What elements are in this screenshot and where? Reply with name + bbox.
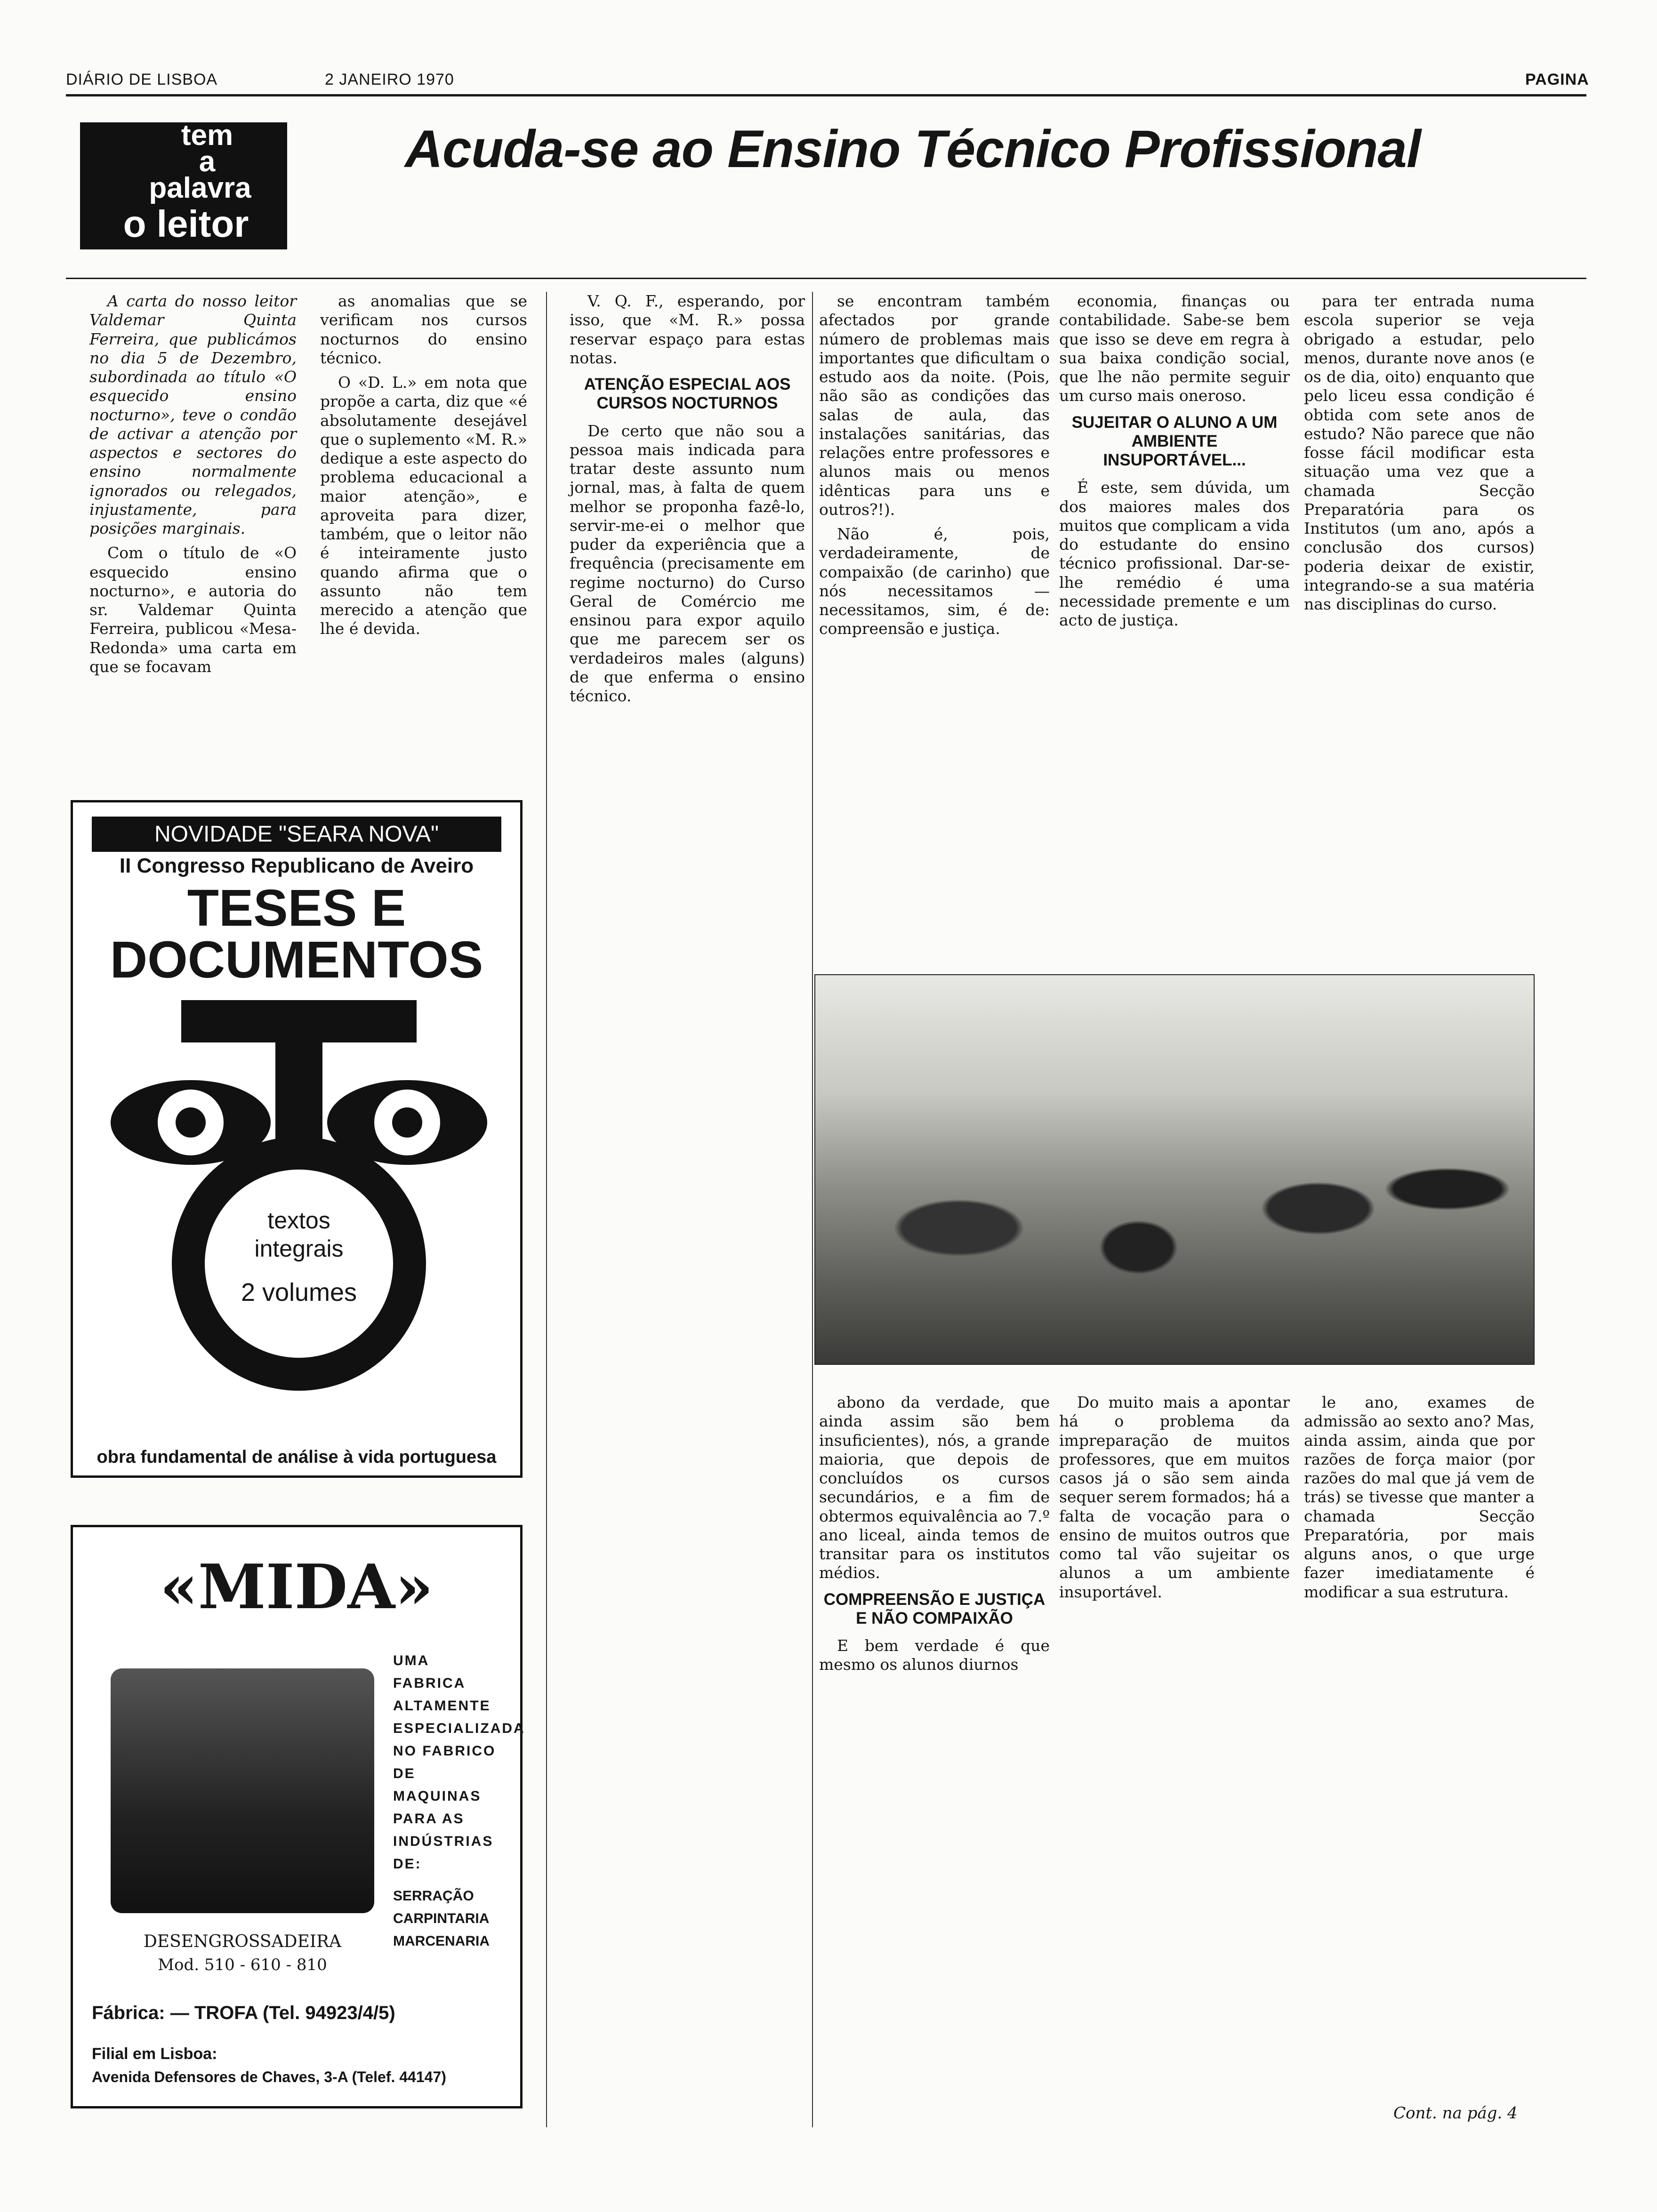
logo-word-a: a — [199, 145, 216, 178]
advert-kicker: NOVIDADE "SEARA NOVA" — [92, 817, 501, 852]
lower-column-1-paragraph: abono da verdade, que ainda assim são bem insuficientes), nós, a grande maioria, que depois de concluídos os cursos secundários, e a fim de obtermos equivalência ao 7.º ano liceal, ainda temos de transitar para os institutos médios. — [819, 1393, 1050, 1582]
advert-subtitle: II Congresso Republicano de Aveiro — [119, 854, 474, 877]
machine-name: DESENGROSSADEIRA — [143, 1932, 342, 1951]
column-5 — [1059, 292, 1290, 974]
industry-item: CARPINTARIA — [393, 1911, 490, 1926]
industry-item: SERRAÇÃO — [393, 1888, 474, 1904]
column-3-paragraph-1: V. Q. F., esperando, por isso, que «M. R.» possa reservar espaço para estas notas. — [570, 292, 805, 367]
column-2-paragraph-1: as anomalias que se verificam nos cursos nocturnos do ensino técnico. — [320, 292, 527, 367]
continued-label: Cont. na pág. 4 — [1393, 2104, 1518, 2123]
advert-title-line-1: TESES E — [187, 879, 406, 937]
headline-rule — [66, 278, 1586, 279]
lower-column-1-paragraph-2: E bem verdade é que mesmo os alunos diurnos — [819, 1636, 1050, 1674]
subheading-compaixao: COMPREENSÃO E JUSTIÇA E NÃO COMPAIXÃO — [823, 1590, 1046, 1627]
lower-column-3 — [1304, 1393, 1535, 2099]
advert-footer: obra fundamental de análise à vida portuguesa — [97, 1447, 497, 1467]
lower-column-2 — [1059, 1393, 1290, 2127]
column-1 — [89, 292, 297, 762]
logo-word-o-leitor: o leitor — [123, 203, 249, 245]
column-2 — [320, 292, 527, 762]
column-4 — [819, 292, 1050, 974]
advert-title-line-2: DOCUMENTOS — [110, 931, 483, 989]
mida-advert — [71, 1525, 523, 2108]
circle-text-3: 2 volumes — [241, 1278, 357, 1306]
column-5-paragraph-2: É este, sem dúvida, um dos maiores males dos muitos que complicam a vida do estudante do ensino técnico profissional. Dar-se-lhe remédio é uma necessidade premente e um acto de justiça. — [1059, 478, 1290, 629]
lower-column-3-paragraph: le ano, exames de admissão ao sexto ano? Mas, ainda assim, ainda que por razões de força maior (por razões do mal que já vem de trás) se tivesse que manter a chamada Secção Preparatória, por mais alguns anos, o que urge fazer imediatamente é modificar a sua estrutura. — [1304, 1393, 1535, 1601]
column-divider — [812, 292, 813, 2127]
column-2-paragraph-2: O «D. L.» em nota que propõe a carta, diz que «é absolutamente desejável que o suplemento «M. R.» dedique a este aspecto do problema educacional a maior atenção», e aproveita para dizer, também, que o leitor não é inteiramente justo quando afirma que o assunto não tem merecido a atenção que lhe é devida. — [320, 373, 527, 638]
column-divider — [546, 292, 547, 2127]
masthead-paper: DIÁRIO DE LISBOA — [66, 71, 218, 88]
column-6-paragraph: para ter entrada numa escola superior se veja obrigado a estudar, pelo menos, durante nove anos (e os de dia, oito) enquanto que pelo liceu essa condição é obtida com sete anos de estudo? Não parece que não fosse fácil modificar esta situação uma vez que a chamada Secção Preparatória para os Institutos (um ano, após a conclusão dos cursos) poderia deixar de existir, integrando-se a sua matéria nas disciplinas do curso. — [1304, 292, 1535, 613]
logo-word-palavra: palavra — [149, 172, 251, 204]
subheading-nocturnos: ATENÇÃO ESPECIAL AOS CURSOS NOCTURNOS — [584, 375, 791, 413]
column-4-paragraph-2: Não é, pois, verdadeiramente, de compaixão (de carinho) que nós necessitamos — necessitamos, sim, é de: compreensão e justiça. — [819, 525, 1050, 638]
intro-paragraph: A carta do nosso leitor Valdemar Quinta Ferreira, que publicámos no dia 5 de Dezembro, subordinada ao título «O esquecido ensino nocturno», teve o condão de activar a atenção por aspectos e sectores do ensino normalmente ignorados ou relegados, injustamente, para posições marginais. — [89, 292, 297, 537]
mida-address: Avenida Defensores de Chaves, 3-A (Telef. 44147) — [92, 2068, 446, 2085]
section-logo — [80, 119, 287, 249]
mida-brand: «MIDA» — [160, 1551, 434, 1623]
lower-column-2-paragraph: Do muito mais a apontar há o problema da impreparação de muitos professores, que em muitos casos já o são sem ainda sequer serem formados; há a falta de vocação para o ensino de muitos outros que como tal vão sujeitar os alunos a um ambiente insuportável. — [1059, 1393, 1290, 1601]
column-3 — [570, 292, 805, 1374]
machine-models: Mod. 510 - 610 - 810 — [158, 1956, 327, 1974]
column-4-paragraph-1: se encontram também afectados por grande número de problemas mais importantes que dificultam o estudo aos da noite. (Pois, não são as condições das salas de aula, das instalações sanitárias, das relações entre professores e alunos mais ou menos idênticas para uns e outros?!). — [819, 292, 1050, 519]
masthead-rule — [66, 94, 1586, 96]
lower-column-1 — [819, 1393, 1050, 2127]
mida-tagline: UMA FABRICA ALTAMENTE ESPECIALIZADA NO FABRICO DE MAQUINAS PARA AS INDÚSTRIAS DE: — [393, 1653, 525, 1872]
industries-list — [393, 1885, 506, 1953]
circle-text-1: textos — [267, 1207, 330, 1234]
seara-nova-advert — [71, 800, 523, 1478]
subheading-ambiente: SUJEITAR O ALUNO A UM AMBIENTE INSUPORTÁVEL... — [1071, 413, 1278, 469]
mida-branch: Filial em Lisboa: — [92, 2045, 217, 2063]
column-3-paragraph-2: De certo que não sou a pessoa mais indicada para tratar deste assunto num jornal, mas, à falta de quem melhor se proponha fazê-lo, servir-me-ei o melhor que puder da experiência que a frequência (precisamente em regime nocturno) do Curso Geral de Comércio me ensinou para expor aquilo que me parecem ser os verdadeiros males (alguns) de que enferma o ensino técnico. — [570, 421, 805, 705]
column-1-paragraph: Com o título de «O esquecido ensino nocturno», e autoria do sr. Valdemar Quinta Ferreira, publicou «Mesa-Redonda» uma carta em que se focavam — [89, 544, 297, 676]
column-6 — [1304, 292, 1535, 974]
machine-illustration — [111, 1668, 374, 1913]
mida-factory: Fábrica: — TROFA (Tel. 94923/4/5) — [92, 2003, 395, 2023]
classroom-photo — [814, 974, 1535, 1365]
logo-word-tem: tem — [181, 119, 233, 152]
masthead-page: PAGINA — [1525, 71, 1589, 88]
column-5-paragraph-1: economia, finanças ou contabilidade. Sabe-se bem que isso se deve em regra à sua baixa condição social, que lhe não permite seguir um curso mais oneroso. — [1059, 292, 1290, 405]
headline: Acuda-se ao Ensino Técnico Profissional — [405, 120, 1421, 178]
industry-item: MARCENARIA — [393, 1933, 490, 1949]
circle-text-2: integrais — [254, 1235, 344, 1262]
masthead-date: 2 JANEIRO 1970 — [325, 71, 454, 88]
eye-graphic — [111, 1000, 487, 1391]
